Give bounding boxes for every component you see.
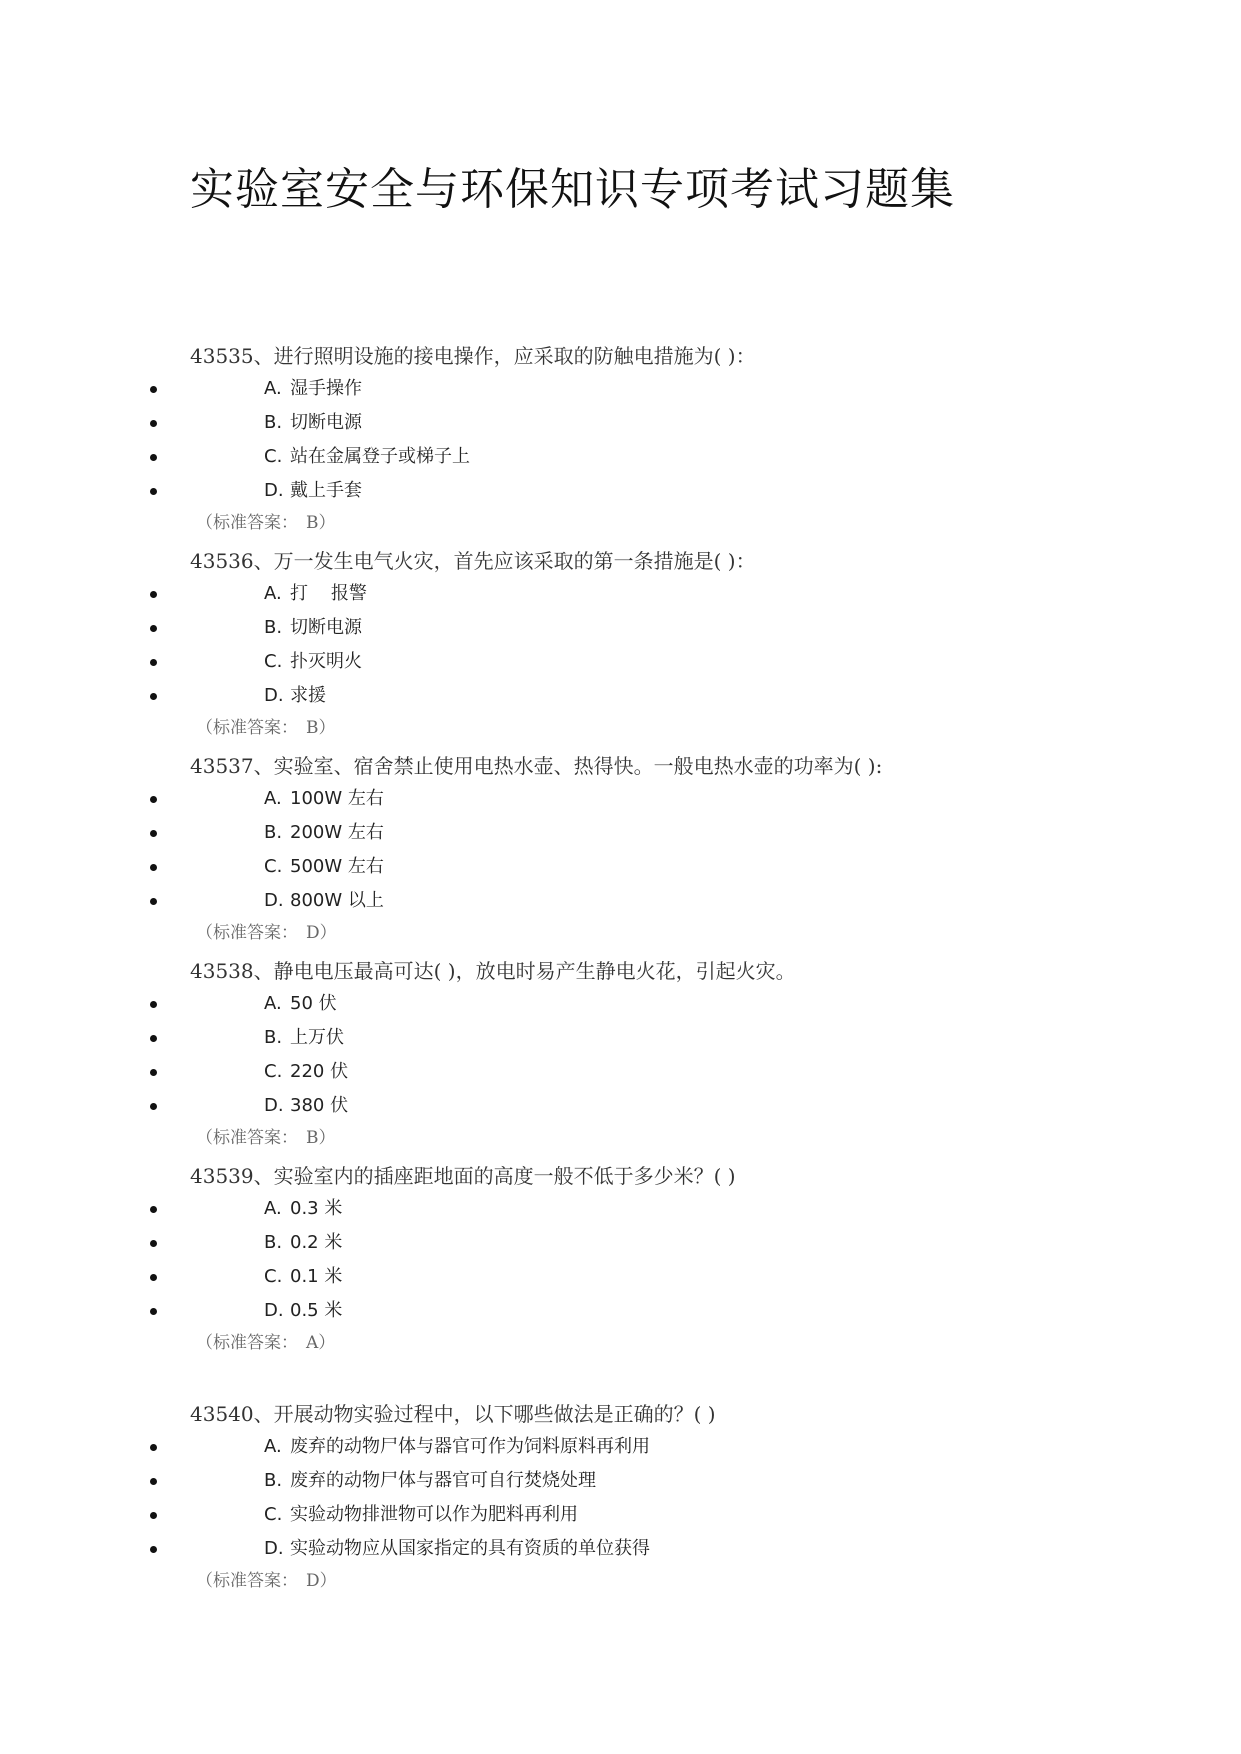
bullet-icon	[150, 1546, 157, 1553]
option-item	[0, 816, 1241, 850]
option-item	[0, 1055, 1241, 1089]
option-item	[0, 1226, 1241, 1260]
bullet-icon	[150, 864, 157, 871]
option-letter: C.	[264, 1266, 283, 1287]
option-item	[0, 1260, 1241, 1294]
option-text: 湿手操作	[290, 378, 362, 399]
option-text: 站在金属登子或梯子上	[290, 446, 470, 467]
option-list	[0, 372, 1241, 508]
bullet-icon	[150, 1103, 157, 1110]
answer-value: D	[306, 1571, 320, 1591]
option-letter: A.	[264, 993, 282, 1014]
bullet-icon	[150, 830, 157, 837]
bullet-icon	[150, 386, 157, 393]
bullet-icon	[150, 1308, 157, 1315]
standard-answer	[196, 508, 336, 538]
answer-suffix: ）	[318, 513, 336, 533]
answer-suffix: ）	[318, 718, 336, 738]
option-item	[0, 1294, 1241, 1328]
option-letter: B.	[264, 1470, 283, 1491]
bullet-icon	[150, 1035, 157, 1042]
option-letter: A.	[264, 1198, 282, 1219]
answer-value: D	[306, 923, 320, 943]
option-text: 扑灭明火	[290, 651, 362, 672]
bullet-icon	[150, 1512, 157, 1519]
option-item	[0, 440, 1241, 474]
option-letter: D.	[264, 685, 284, 706]
answer-suffix: ）	[318, 1128, 336, 1148]
answer-prefix: （标准答案：	[196, 1571, 298, 1591]
option-list	[0, 782, 1241, 918]
option-letter: D.	[264, 890, 284, 911]
option-item	[0, 1430, 1241, 1464]
bullet-icon	[150, 1478, 157, 1485]
option-item	[0, 372, 1241, 406]
standard-answer	[196, 918, 337, 948]
option-text: 220 伏	[290, 1061, 349, 1082]
answer-prefix: （标准答案：	[196, 1128, 298, 1148]
option-text: 100W 左右	[290, 788, 384, 809]
option-item	[0, 611, 1241, 645]
option-text: 50 伏	[290, 993, 337, 1014]
standard-answer	[196, 1328, 335, 1358]
option-item	[0, 645, 1241, 679]
option-text: 0.1 米	[290, 1266, 343, 1287]
answer-prefix: （标准答案：	[196, 923, 298, 943]
question-stem: 43536、万一发生电气火灾，首先应该采取的第一条措施是( )：	[190, 549, 756, 573]
bullet-icon	[150, 1274, 157, 1281]
option-list	[0, 1192, 1241, 1328]
option-letter: D.	[264, 1095, 284, 1116]
option-item	[0, 1021, 1241, 1055]
option-text: 500W 左右	[290, 856, 384, 877]
option-item	[0, 782, 1241, 816]
option-text: 800W 以上	[290, 890, 384, 911]
option-text: 0.3 米	[290, 1198, 343, 1219]
option-text: 求援	[290, 685, 326, 706]
option-letter: D.	[264, 1300, 284, 1321]
option-item	[0, 577, 1241, 611]
option-item	[0, 1498, 1241, 1532]
option-text: 废弃的动物尸体与器官可作为饲料原料再利用	[290, 1436, 650, 1457]
bullet-icon	[150, 1444, 157, 1451]
document-title: 实验室安全与环保知识专项考试习题集	[190, 164, 955, 215]
option-item	[0, 474, 1241, 508]
option-list	[0, 1430, 1241, 1566]
option-letter: A.	[264, 1436, 282, 1457]
bullet-icon	[150, 693, 157, 700]
option-letter: B.	[264, 1027, 283, 1048]
question-stem: 43539、实验室内的插座距地面的高度一般不低于多少米？( )	[190, 1164, 736, 1188]
answer-value: A	[306, 1333, 319, 1353]
option-letter: A.	[264, 788, 282, 809]
bullet-icon	[150, 420, 157, 427]
option-letter: C.	[264, 446, 283, 467]
question-stem: 43537、实验室、宿舍禁止使用电热水壶、热得快。一般电热水壶的功率为( ):	[190, 754, 883, 778]
option-list	[0, 577, 1241, 713]
bullet-icon	[150, 454, 157, 461]
bullet-icon	[150, 659, 157, 666]
bullet-icon	[150, 488, 157, 495]
answer-prefix: （标准答案：	[196, 513, 298, 533]
option-text: 实验动物应从国家指定的具有资质的单位获得	[290, 1538, 650, 1559]
option-item	[0, 1192, 1241, 1226]
option-letter: B.	[264, 822, 283, 843]
standard-answer	[196, 1566, 337, 1596]
option-letter: C.	[264, 651, 283, 672]
option-item	[0, 987, 1241, 1021]
option-item	[0, 406, 1241, 440]
question-stem: 43540、开展动物实验过程中，以下哪些做法是正确的？( )	[190, 1402, 716, 1426]
answer-value: B	[306, 513, 319, 533]
option-item	[0, 1089, 1241, 1123]
option-list	[0, 987, 1241, 1123]
option-item	[0, 850, 1241, 884]
bullet-icon	[150, 1206, 157, 1213]
option-text: 上万伏	[290, 1027, 344, 1048]
answer-prefix: （标准答案：	[196, 1333, 298, 1353]
option-letter: A.	[264, 378, 282, 399]
option-letter: B.	[264, 617, 283, 638]
option-letter: D.	[264, 1538, 284, 1559]
bullet-icon	[150, 796, 157, 803]
bullet-icon	[150, 898, 157, 905]
option-letter: B.	[264, 1232, 283, 1253]
answer-prefix: （标准答案：	[196, 718, 298, 738]
option-item	[0, 1532, 1241, 1566]
answer-suffix: ）	[318, 1333, 336, 1353]
bullet-icon	[150, 1069, 157, 1076]
bullet-icon	[150, 591, 157, 598]
answer-value: B	[306, 1128, 319, 1148]
bullet-icon	[150, 1240, 157, 1247]
option-text: 切断电源	[290, 617, 362, 638]
answer-suffix: ）	[319, 923, 337, 943]
option-letter: D.	[264, 480, 284, 501]
bullet-icon	[150, 1001, 157, 1008]
bullet-icon	[150, 625, 157, 632]
option-text: 0.5 米	[290, 1300, 343, 1321]
option-text: 实验动物排泄物可以作为肥料再利用	[290, 1504, 578, 1525]
option-text: 380 伏	[290, 1095, 349, 1116]
option-text: 戴上手套	[290, 480, 362, 501]
option-letter: B.	[264, 412, 283, 433]
question-stem: 43538、静电电压最高可达( )，放电时易产生静电火花，引起火灾。	[190, 959, 796, 983]
option-letter: C.	[264, 1504, 283, 1525]
option-text: 打 报警	[290, 583, 367, 604]
answer-suffix: ）	[319, 1571, 337, 1591]
question-stem: 43535、进行照明设施的接电操作，应采取的防触电措施为( )：	[190, 344, 756, 368]
option-item	[0, 679, 1241, 713]
standard-answer	[196, 713, 336, 743]
standard-answer	[196, 1123, 336, 1153]
option-letter: C.	[264, 1061, 283, 1082]
option-text: 切断电源	[290, 412, 362, 433]
option-item	[0, 1464, 1241, 1498]
option-letter: C.	[264, 856, 283, 877]
option-text: 0.2 米	[290, 1232, 343, 1253]
option-item	[0, 884, 1241, 918]
option-text: 200W 左右	[290, 822, 384, 843]
answer-value: B	[306, 718, 319, 738]
option-text: 废弃的动物尸体与器官可自行焚烧处理	[290, 1470, 596, 1491]
option-letter: A.	[264, 583, 282, 604]
